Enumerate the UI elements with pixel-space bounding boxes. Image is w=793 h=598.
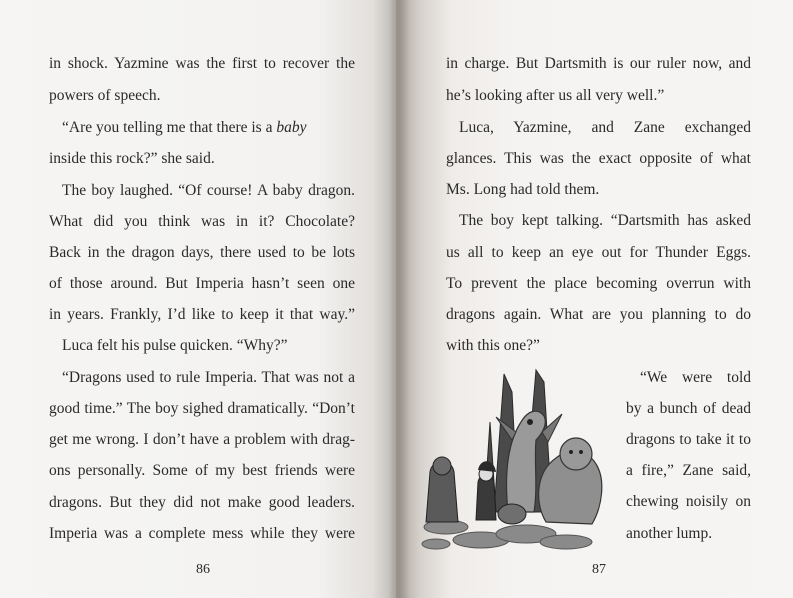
text-line: dragons again. What are you planning to do (446, 306, 751, 323)
text-line: of those around. But Imperia hasn’t seen one (49, 275, 355, 292)
text-line: he’s looking after us all very well.” (446, 87, 665, 104)
text-line: dragons. But they did not make good leaders. (49, 494, 355, 511)
text-line: a fire,” Zane said, (626, 462, 751, 479)
text-line: in years. Frankly, I’d like to keep it that way.” (49, 306, 355, 323)
text-line: dragons to take it to (626, 431, 751, 448)
text-line: powers of speech. (49, 87, 161, 104)
text-line: Luca, Yazmine, and Zane exchanged (459, 119, 751, 136)
text-line: Luca felt his pulse quicken. “Why?” (62, 337, 288, 354)
text-line: Imperia was a complete mess while they were (49, 525, 355, 542)
text-line: Back in the dragon days, there used to be lots (49, 244, 355, 261)
text-line: What did you think was in it? Chocolate? (49, 213, 355, 230)
text-line: in charge. But Dartsmith is our ruler now, and (446, 55, 751, 72)
emphasized-word: baby (276, 119, 307, 136)
page-number: 87 (592, 562, 606, 577)
text-line: another lump. (626, 525, 713, 542)
text-line: good time.” The boy sighed dramatically. “Don’t (49, 400, 355, 417)
hooded-person-figure (426, 457, 458, 522)
text-line: The boy laughed. “Of course! A baby dragon. (62, 182, 355, 199)
text-line: glances. This was the exact opposite of what (446, 150, 751, 167)
dragon-illustration (416, 362, 616, 552)
text-line: Ms. Long had told them. (446, 181, 600, 198)
text-line: us all to keep an eye out for Thunder Eggs. (446, 244, 751, 261)
rock-egg (498, 504, 526, 524)
text-line: To prevent the place becoming overrun with (446, 275, 751, 292)
text-line: in shock. Yazmine was the first to recover the (49, 55, 355, 72)
book-gutter (388, 0, 410, 598)
text-line: “Dragons used to rule Imperia. That was not a (62, 369, 355, 386)
text-line: by a bunch of dead (626, 400, 751, 417)
ground-stones (422, 520, 592, 549)
text-line (62, 118, 355, 138)
text-fragment: “Are you telling me that there is a (62, 119, 277, 136)
text-line: with this one?” (446, 337, 540, 354)
text-line: The boy kept talking. “Dartsmith has asked (459, 212, 751, 229)
text-line: “We were told (640, 369, 751, 386)
text-line: ons personally. Some of my best friends were (49, 462, 355, 479)
text-line: get me wrong. I don’t have a problem with drag- (49, 431, 355, 448)
girl-figure (476, 461, 496, 520)
left-page (0, 0, 396, 598)
page-number: 86 (196, 562, 210, 577)
text-line: chewing noisily on (626, 493, 751, 510)
text-line: inside this rock?” she said. (49, 150, 215, 167)
